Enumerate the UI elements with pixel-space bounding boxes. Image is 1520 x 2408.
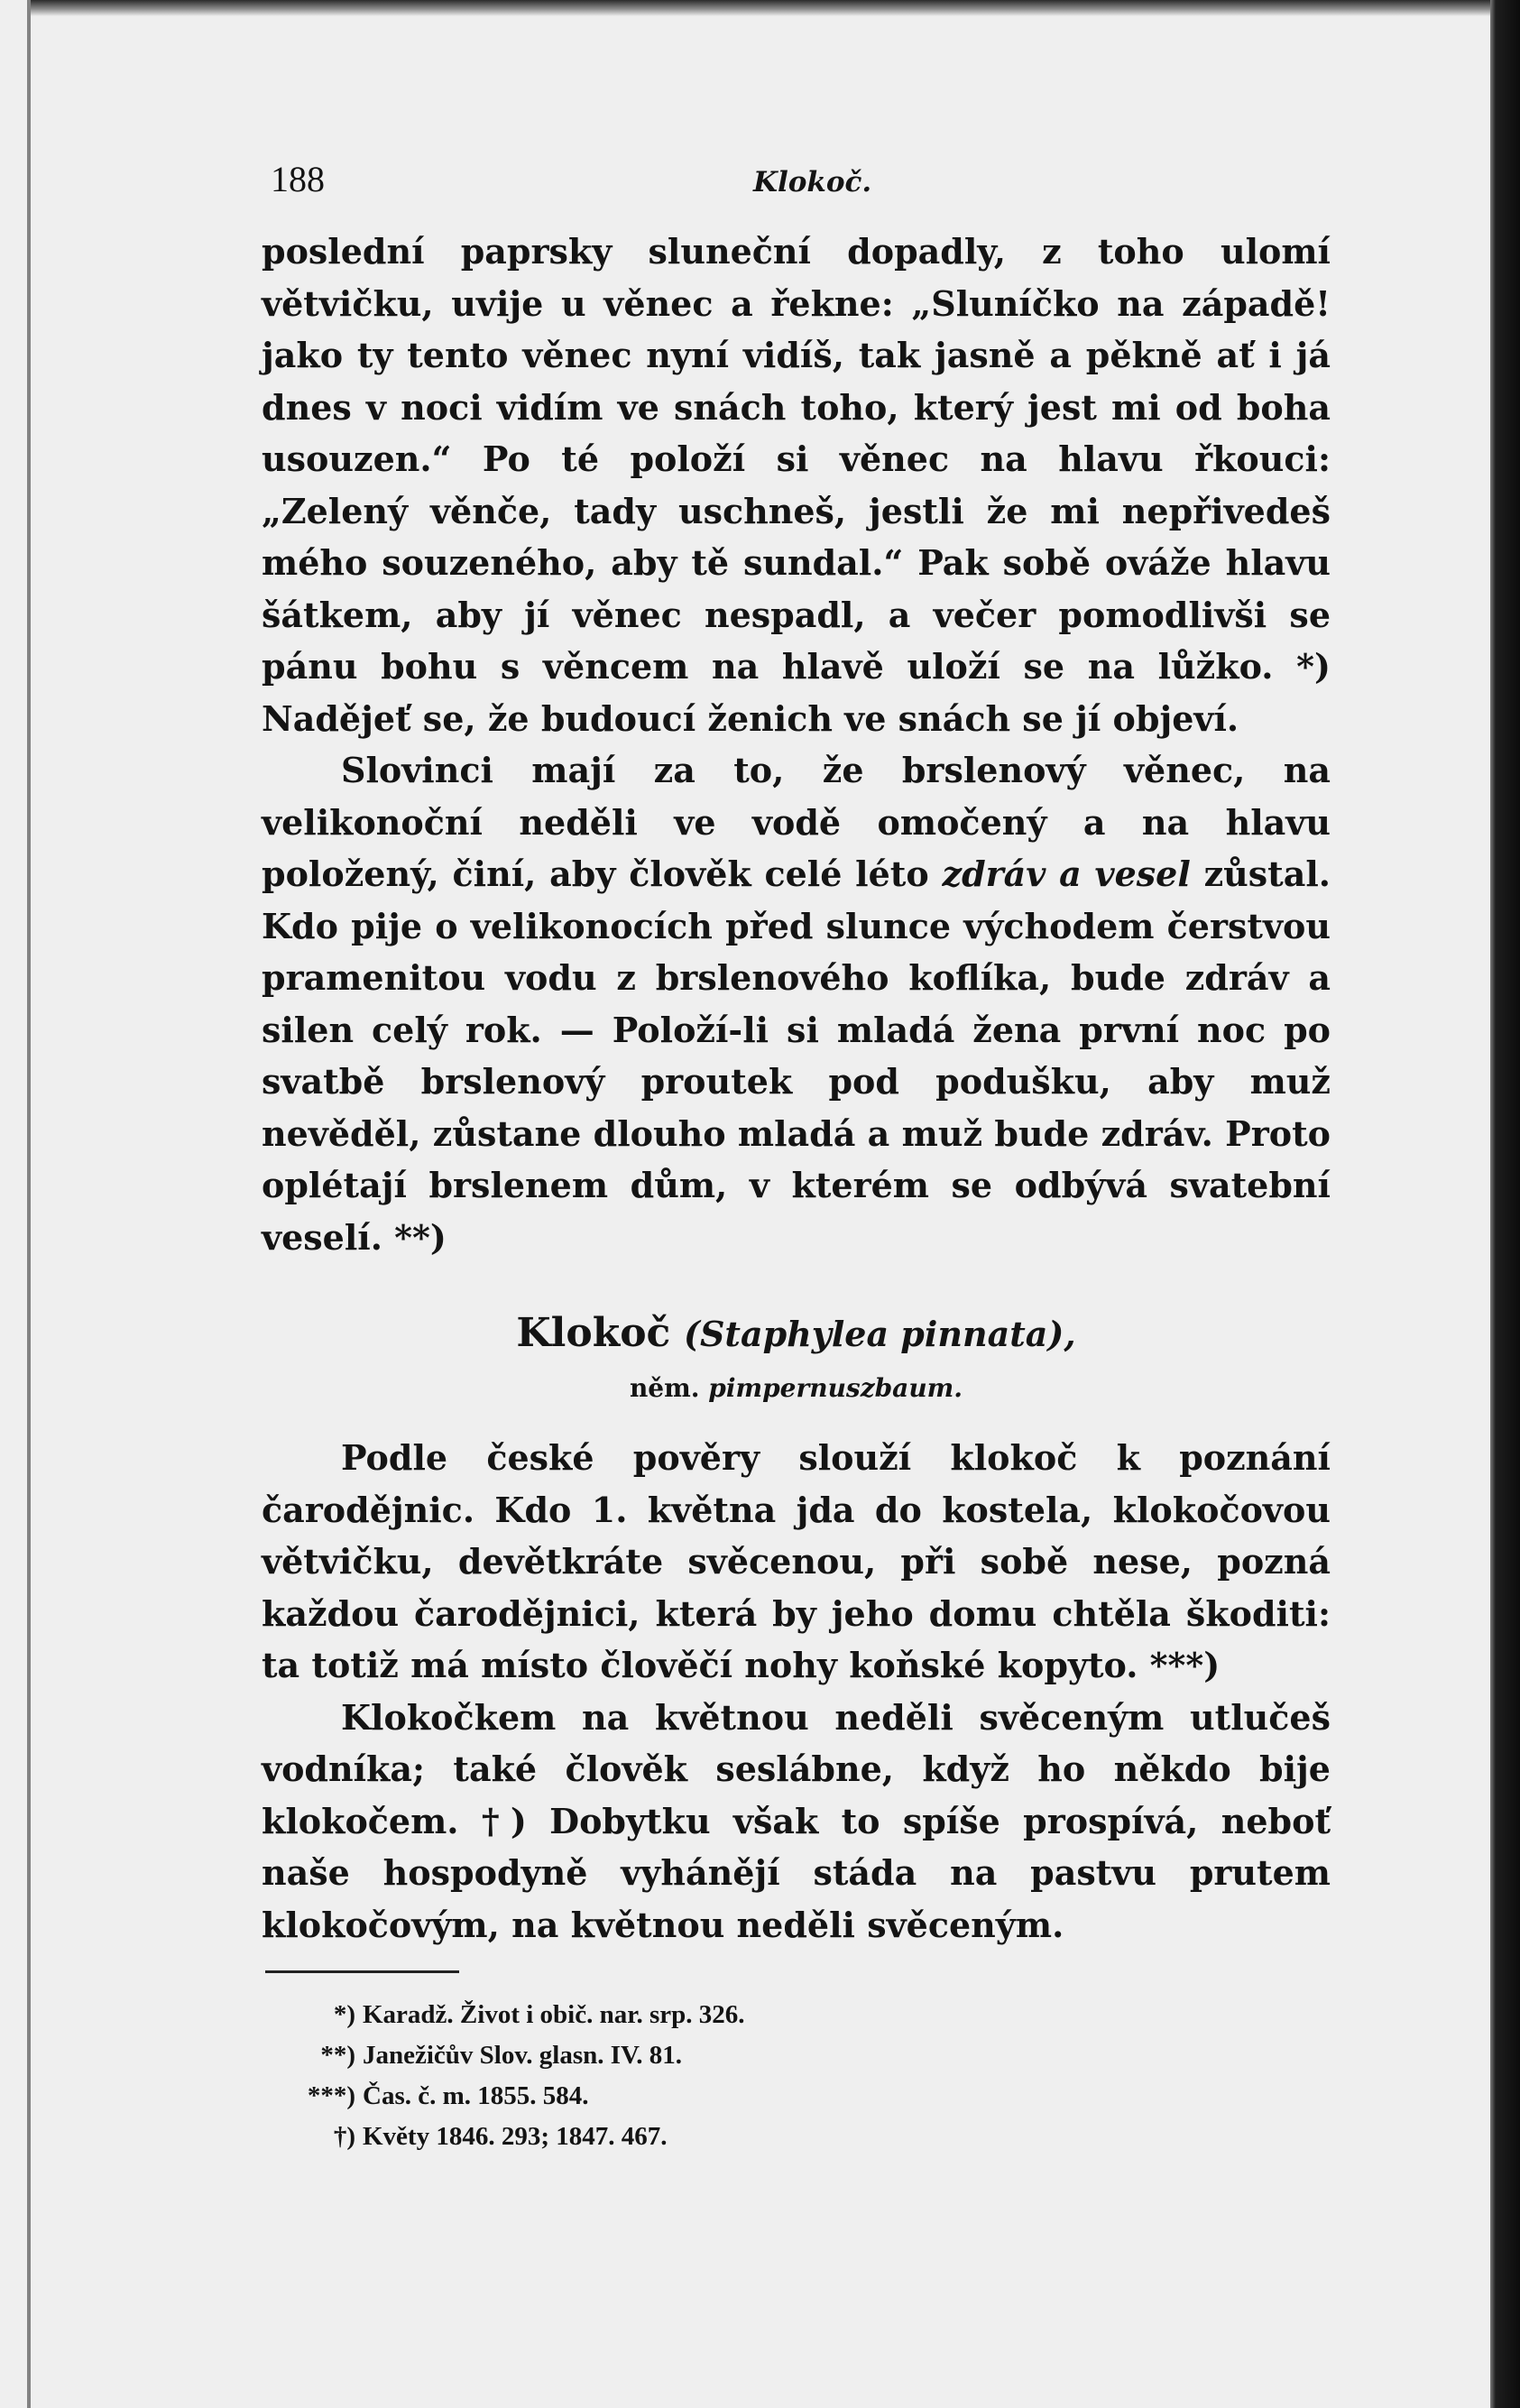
scan-top-edge: [31, 0, 1490, 16]
footnote-text: Janežičův Slov. glasn. IV. 81.: [363, 2041, 682, 2070]
footnote-2: [262, 2035, 1331, 2076]
footnote-1: [262, 1995, 1331, 2035]
section-title: [262, 1306, 1331, 1361]
section-title-main: Klokoč: [516, 1310, 671, 1356]
paragraph-2-text-a: Slovinci mají za to, že brslenový věnec, na velikonoční neděli ve vodě omočený a na hlavu položený, činí, aby člověk celé léto: [262, 750, 1331, 894]
footnote-text: Čas. č. m. 1855. 584.: [363, 2081, 589, 2110]
german-name: pimpernuszbaum.: [708, 1373, 963, 1403]
footnote-4: [262, 2117, 1331, 2157]
footnote-mark: **): [320, 2041, 355, 2070]
section-german-name: [262, 1361, 1331, 1416]
footnote-mark: ***): [307, 2081, 355, 2110]
scan-right-edge: [1490, 0, 1520, 2408]
page-content: [262, 153, 1331, 2157]
scan-left-edge: [27, 0, 31, 2408]
paragraph-1: poslední paprsky sluneční dopadly, z toho ulomí větvičku, uvije u věnec a řekne: „Sluníčko na západě! jako ty tento věnec nyní vidíš, tak jasně a pěkně ať i já dnes v noci vidím ve snách toho, který jest mi od boha usouzen.“ Po té položí si věnec na hlavu řkouci: „Zelený věnče, tady uschneš, jestli že mi nepřivedeš mého souzeného, aby tě sundal.“ Pak sobě ováže hlavu šátkem, aby jí věnec nespadl, a večer pomodlivši se pánu bohu s věncem na hlavě uloží se na lůžko. *) Nadějeť se, že budoucí ženich ve snách se jí objeví.: [262, 231, 1331, 739]
paragraph-2-emphasis: zdráv a vesel: [942, 853, 1191, 894]
page-header: [262, 153, 1331, 208]
paragraph-3: Podle české pověry slouží klokoč k poznání čarodějnic. Kdo 1. května jda do kostela, klokočovou větvičku, devětkráte svěcenou, při sobě nese, pozná každou čarodějnici, která by jeho domu chtěla škoditi: ta totiž má místo člověčí nohy koňské kopyto. ***): [262, 1437, 1331, 1685]
footnote-3: [262, 2076, 1331, 2117]
section-title-latin: (Staphylea pinnata),: [683, 1314, 1076, 1354]
footnote-text: Karadž. Život i obič. nar. srp. 326.: [363, 2000, 745, 2029]
footnotes: [262, 1995, 1331, 2157]
page-number: 188: [271, 159, 325, 199]
running-head: Klokoč.: [753, 166, 872, 198]
paragraph-4: Klokočkem na květnou neděli svěceným utlučeš vodníka; také člověk seslábne, když ho někdo bije klokočem. †) Dobytku však to spíše prospívá, neboť naše hospodyně vyhánějí stáda na pastvu prutem klokočovým, na květnou neděli svěceným.: [262, 1696, 1331, 1945]
footnote-rule: [265, 1970, 459, 1973]
footnote-mark: *): [333, 2000, 355, 2029]
footnote-text: Květy 1846. 293; 1847. 467.: [363, 2122, 668, 2151]
footnote-mark: †): [333, 2122, 355, 2151]
paragraph-2-text-b: zůstal. Kdo pije o velikonocích před slunce východem čerstvou pramenitou vodu z brslenového koflíka, bude zdráv a silen celý rok. — Položí-li si mladá žena první noc po svatbě brslenový proutek pod podušku, aby muž nevěděl, zůstane dlouho mladá a muž bude zdráv. Proto oplétají brslenem dům, v kterém se odbývá svatební veselí. **): [262, 853, 1331, 1258]
paragraph-2: [262, 744, 1331, 1263]
german-prefix: něm.: [629, 1373, 700, 1403]
